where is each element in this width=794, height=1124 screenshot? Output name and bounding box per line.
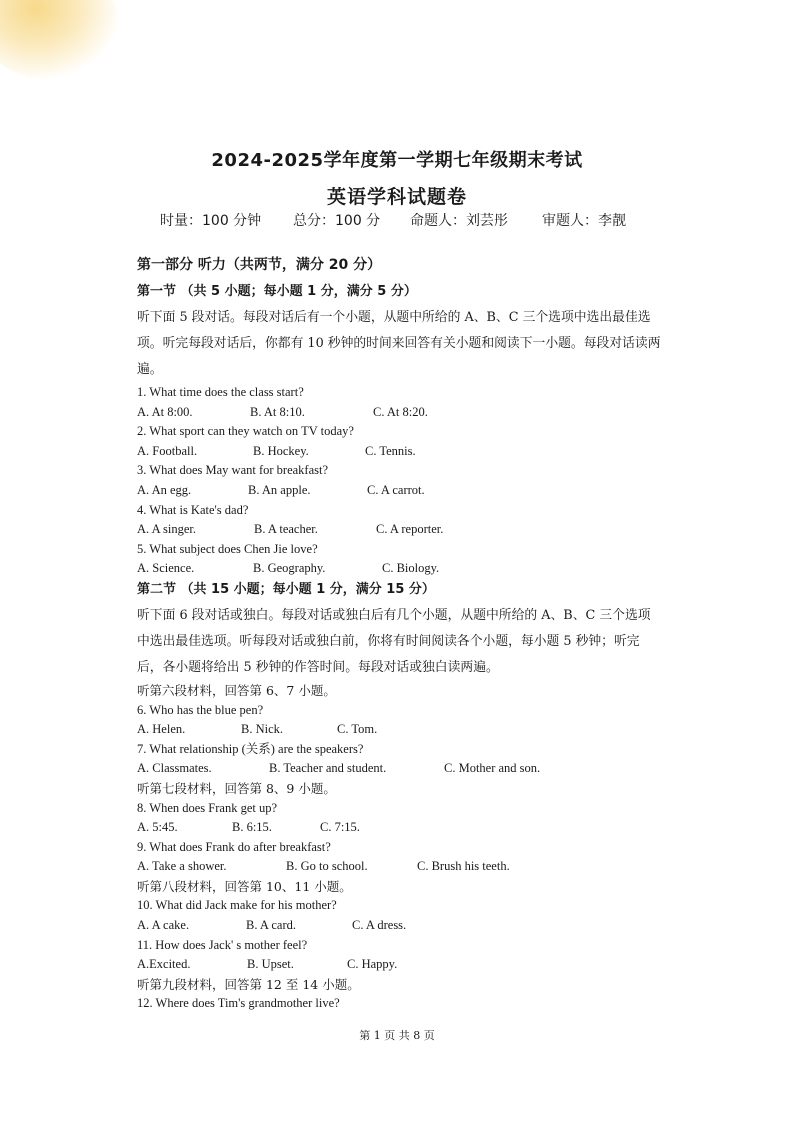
- option-c: C. Tom.: [337, 722, 378, 737]
- question-options: [137, 559, 677, 579]
- option-b: B. Upset.: [247, 957, 294, 972]
- question-options: [137, 916, 677, 936]
- option-c: C. Brush his teeth.: [417, 859, 510, 874]
- option-a: A. Take a shower.: [137, 859, 227, 874]
- option-a: A. Football.: [137, 443, 198, 458]
- question-options: [137, 759, 677, 779]
- question-options: [137, 442, 677, 462]
- option-a: A. Helen.: [137, 722, 186, 737]
- exam-content: [137, 253, 677, 1014]
- exam-reviewer: 审题人：李靓: [542, 213, 626, 229]
- option-a: A.Excited.: [137, 957, 191, 972]
- photo-glare: [0, 0, 120, 80]
- question-options: [137, 481, 677, 501]
- question-text: 11. How does Jack' s mother feel?: [137, 937, 308, 952]
- option-c: C. Tennis.: [365, 443, 416, 458]
- option-c: C. A dress.: [352, 918, 407, 933]
- section1-heading: 第一节 （共 5 小题；每小题 1 分，满分 5 分）: [137, 284, 417, 299]
- question-text: 5. What subject does Chen Jie love?: [137, 541, 318, 556]
- option-c: C. Mother and son.: [444, 761, 541, 776]
- section1-instructions: 听下面 5 段对话。每段对话后有一个小题，从题中所给的 A、B、C 三个选项中选出最佳选项。听完每段对话后，你都有 10 秒钟的时间来回答有关小题和阅读下一小题。每段对话读两遍。: [137, 310, 661, 377]
- option-c: C. 7:15.: [320, 820, 360, 835]
- material-note: 听第八段材料，回答第 10、11 小题。: [137, 878, 352, 894]
- question-text: 6. Who has the blue pen?: [137, 702, 264, 717]
- option-a: A. An egg.: [137, 482, 192, 497]
- material-note: 听第七段材料，回答第 8、9 小题。: [137, 780, 336, 796]
- option-c: C. Biology.: [382, 561, 440, 576]
- question-options: [137, 857, 677, 877]
- option-a: A. A singer.: [137, 522, 197, 537]
- option-c: C. A reporter.: [376, 522, 444, 537]
- option-a: A. At 8:00.: [137, 404, 193, 419]
- option-b: B. Go to school.: [286, 859, 368, 874]
- option-c: C. At 8:20.: [373, 404, 428, 419]
- option-b: B. A card.: [246, 918, 296, 933]
- question-text: 2. What sport can they watch on TV today?: [137, 424, 354, 439]
- option-b: B. Teacher and student.: [269, 761, 387, 776]
- question-text: 12. Where does Tim's grandmother live?: [137, 996, 340, 1011]
- option-a: A. A cake.: [137, 918, 190, 933]
- option-c: C. A carrot.: [367, 482, 425, 497]
- section2-instructions: 听下面 6 段对话或独白。每段对话或独白后有几个小题，从题中所给的 A、B、C 三个选项中选出最佳选项。听每段对话或独白前，你将有时间阅读各个小题，每小题 5 秒钟；听完后，各小题将给出 5 秒钟的作答时间。每段对话或独白读两遍。: [137, 607, 651, 675]
- question-text: 8. When does Frank get up?: [137, 800, 278, 815]
- exam-title: 2024-2025学年度第一学期七年级期末考试: [211, 150, 583, 171]
- question-options: [137, 520, 677, 540]
- part1-heading: 第一部分 听力（共两节，满分 20 分）: [137, 257, 382, 273]
- option-b: B. 6:15.: [232, 820, 272, 835]
- option-c: C. Happy.: [347, 957, 398, 972]
- option-b: B. Nick.: [241, 722, 284, 737]
- option-a: A. 5:45.: [137, 820, 178, 835]
- question-text: 4. What is Kate's dad?: [137, 502, 249, 517]
- exam-subtitle: 英语学科试题卷: [326, 186, 467, 208]
- material-note: 听第九段材料，回答第 12 至 14 小题。: [137, 976, 360, 992]
- question-options: [137, 818, 677, 838]
- question-text: 9. What does Frank do after breakfast?: [137, 839, 331, 854]
- option-b: B. A teacher.: [254, 522, 318, 537]
- question-options: [137, 720, 677, 740]
- material-note: 听第六段材料，回答第 6、7 小题。: [137, 682, 336, 698]
- exam-author: 命题人：刘芸彤: [410, 213, 508, 229]
- question-text: 1. What time does the class start?: [137, 385, 304, 399]
- question-text: 7. What relationship (关系) are the speakers?: [137, 741, 364, 756]
- option-b: B. Geography.: [253, 561, 326, 576]
- page-number: 第 1 页 共 8 页: [359, 1029, 435, 1042]
- option-a: A. Classmates.: [137, 761, 212, 776]
- option-b: B. An apple.: [248, 482, 311, 497]
- exam-time: 时量：100 分钟: [160, 213, 262, 229]
- exam-total-score: 总分：100 分: [293, 213, 381, 229]
- option-b: B. Hockey.: [253, 443, 309, 458]
- question-text: 10. What did Jack make for his mother?: [137, 898, 337, 913]
- option-a: A. Science.: [137, 561, 195, 576]
- question-options: [137, 955, 677, 975]
- section2-heading: 第二节 （共 15 小题；每小题 1 分，满分 15 分）: [137, 581, 435, 597]
- question-options: [137, 403, 677, 423]
- option-b: B. At 8:10.: [250, 404, 305, 419]
- question-text: 3. What does May want for breakfast?: [137, 463, 329, 478]
